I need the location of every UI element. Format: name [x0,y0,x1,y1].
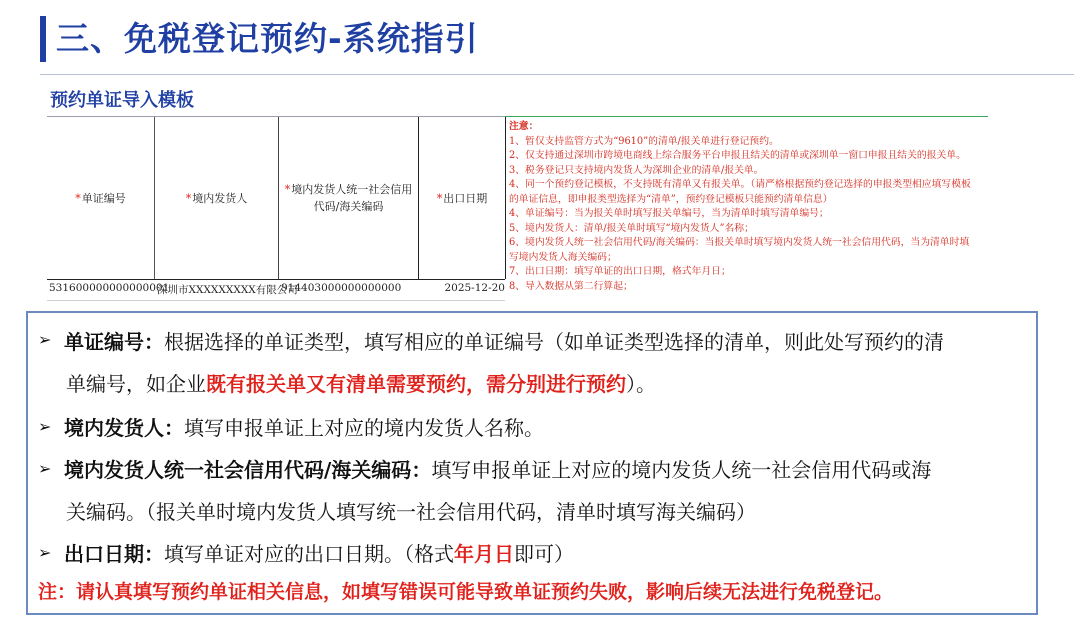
note-line: 8、导入数据从第二行算起； [509,280,633,292]
section-subtitle: 预约单证导入模板 [50,90,194,111]
desc-text: ）。 [626,372,656,396]
note-top-border [505,116,988,117]
required-mark: * [284,183,291,196]
required-mark: * [185,191,192,205]
desc-text: 填写申报单证上对应的境内发货人统一社会信用代码或海 [431,458,932,482]
desc-text: 填写单证对应的出口日期。（格式 [164,542,454,566]
desc-text: 即可） [514,542,574,566]
notes-panel [509,120,987,294]
header-label: 出口日期 [443,191,488,205]
header-label: 境内发货人统一社会信用代码/海关编码 [291,183,413,213]
desc-label: 单证编号 [64,330,144,354]
bullet-arrow-icon: ➢ [38,417,52,436]
header-label: 单证编号 [81,191,126,205]
header-cell-doc-number [47,117,155,279]
table-cell-shipper: 深圳市XXXXXXXXX有限公司 [157,284,298,296]
desc-text: 单编号，如企业 [66,372,206,396]
table-cell-doc-number: 531600000000000001 [49,282,170,294]
row-bottom-border [47,300,505,301]
note-line: 4、同一个预约登记模板，不支持既有清单又有报关单。（请严格根据预约登记选择的申报类型相应填写模板 [509,179,971,190]
desc-item-credit-code-cont: 关编码。（报关单时境内发货人填写统一社会信用代码，清单时填写海关编码） [66,500,756,524]
desc-item-export-date [64,541,574,567]
note-line: 1、暂仅支持监管方式为“9610”的清单/报关单进行登记预约。 [509,135,779,147]
desc-colon: ： [144,542,164,566]
desc-colon: ： [164,416,184,440]
desc-colon: ： [144,330,164,354]
desc-colon: ： [411,458,432,482]
title-accent-bar [40,16,46,62]
required-mark: * [436,191,443,205]
title-divider [40,74,1074,75]
desc-item-doc-number [64,329,944,355]
column-divider [505,117,506,279]
note-line: 5、境内发货人：清单/报关单时填写“境内发货人”名称； [509,222,754,234]
header-cell-export-date [419,117,505,279]
header-bottom-border [47,279,505,280]
note-line: 2、仅支持通过深圳市跨境电商线上综合服务平台申报且结关的清单或深圳单一窗口申报且结关的报关单。 [509,150,966,161]
desc-highlight: 年月日 [454,542,514,566]
desc-text: 根据选择的单证类型，填写相应的单证编号（如单证类型选择的清单，则此处写预约的清 [164,330,944,354]
table-cell-credit-code: 914403000000000000 [281,282,402,294]
desc-item-shipper [64,415,544,441]
desc-label: 出口日期 [64,542,144,566]
note-line: 的单证信息，即申报类型选择为“清单”，预约登记模板只能预约清单信息） [509,193,833,205]
note-line: 4、单证编号：当为报关单时填写报关单编号，当为清单时填写清单编号； [509,208,829,219]
header-cell-shipper [155,117,279,279]
field-description-box [26,311,1038,615]
bullet-arrow-icon: ➢ [38,543,52,562]
notes-title: 注意： [509,121,539,132]
required-mark: * [75,191,81,205]
note-line: 7、出口日期：填写单证的出口日期，格式年月日； [509,266,731,277]
header-label: 境内发货人 [192,191,248,205]
desc-label: 境内发货人 [64,416,164,440]
bullet-arrow-icon: ➢ [38,459,52,478]
desc-label: 境内发货人统一社会信用代码/海关编码 [64,458,412,482]
bullet-arrow-icon: ➢ [38,330,52,349]
desc-highlight: 既有报关单又有清单需要预约，需分别进行预约 [206,372,626,396]
desc-item-doc-number-cont [66,371,656,397]
note-line: 3、税务登记只支持境内发货人为深圳企业的清单/报关单。 [509,164,764,176]
header-cell-credit-code [279,117,419,279]
note-line: 写境内发货人海关编码； [509,251,617,263]
warning-footnote: 注：请认真填写预约单证相关信息，如填写错误可能导致单证预约失败，影响后续无法进行免税登记。 [38,581,894,603]
page-title: 三、免税登记预约-系统指引 [56,19,479,58]
note-line: 6、境内发货人统一社会信用代码/海关编码：当报关单时填写境内发货人统一社会信用代码，当为清单时填 [509,237,970,248]
import-template-table [47,116,988,306]
desc-text: 填写申报单证上对应的境内发货人名称。 [184,416,544,440]
desc-item-credit-code [64,457,931,483]
table-cell-export-date: 2025-12-20 [444,282,505,294]
